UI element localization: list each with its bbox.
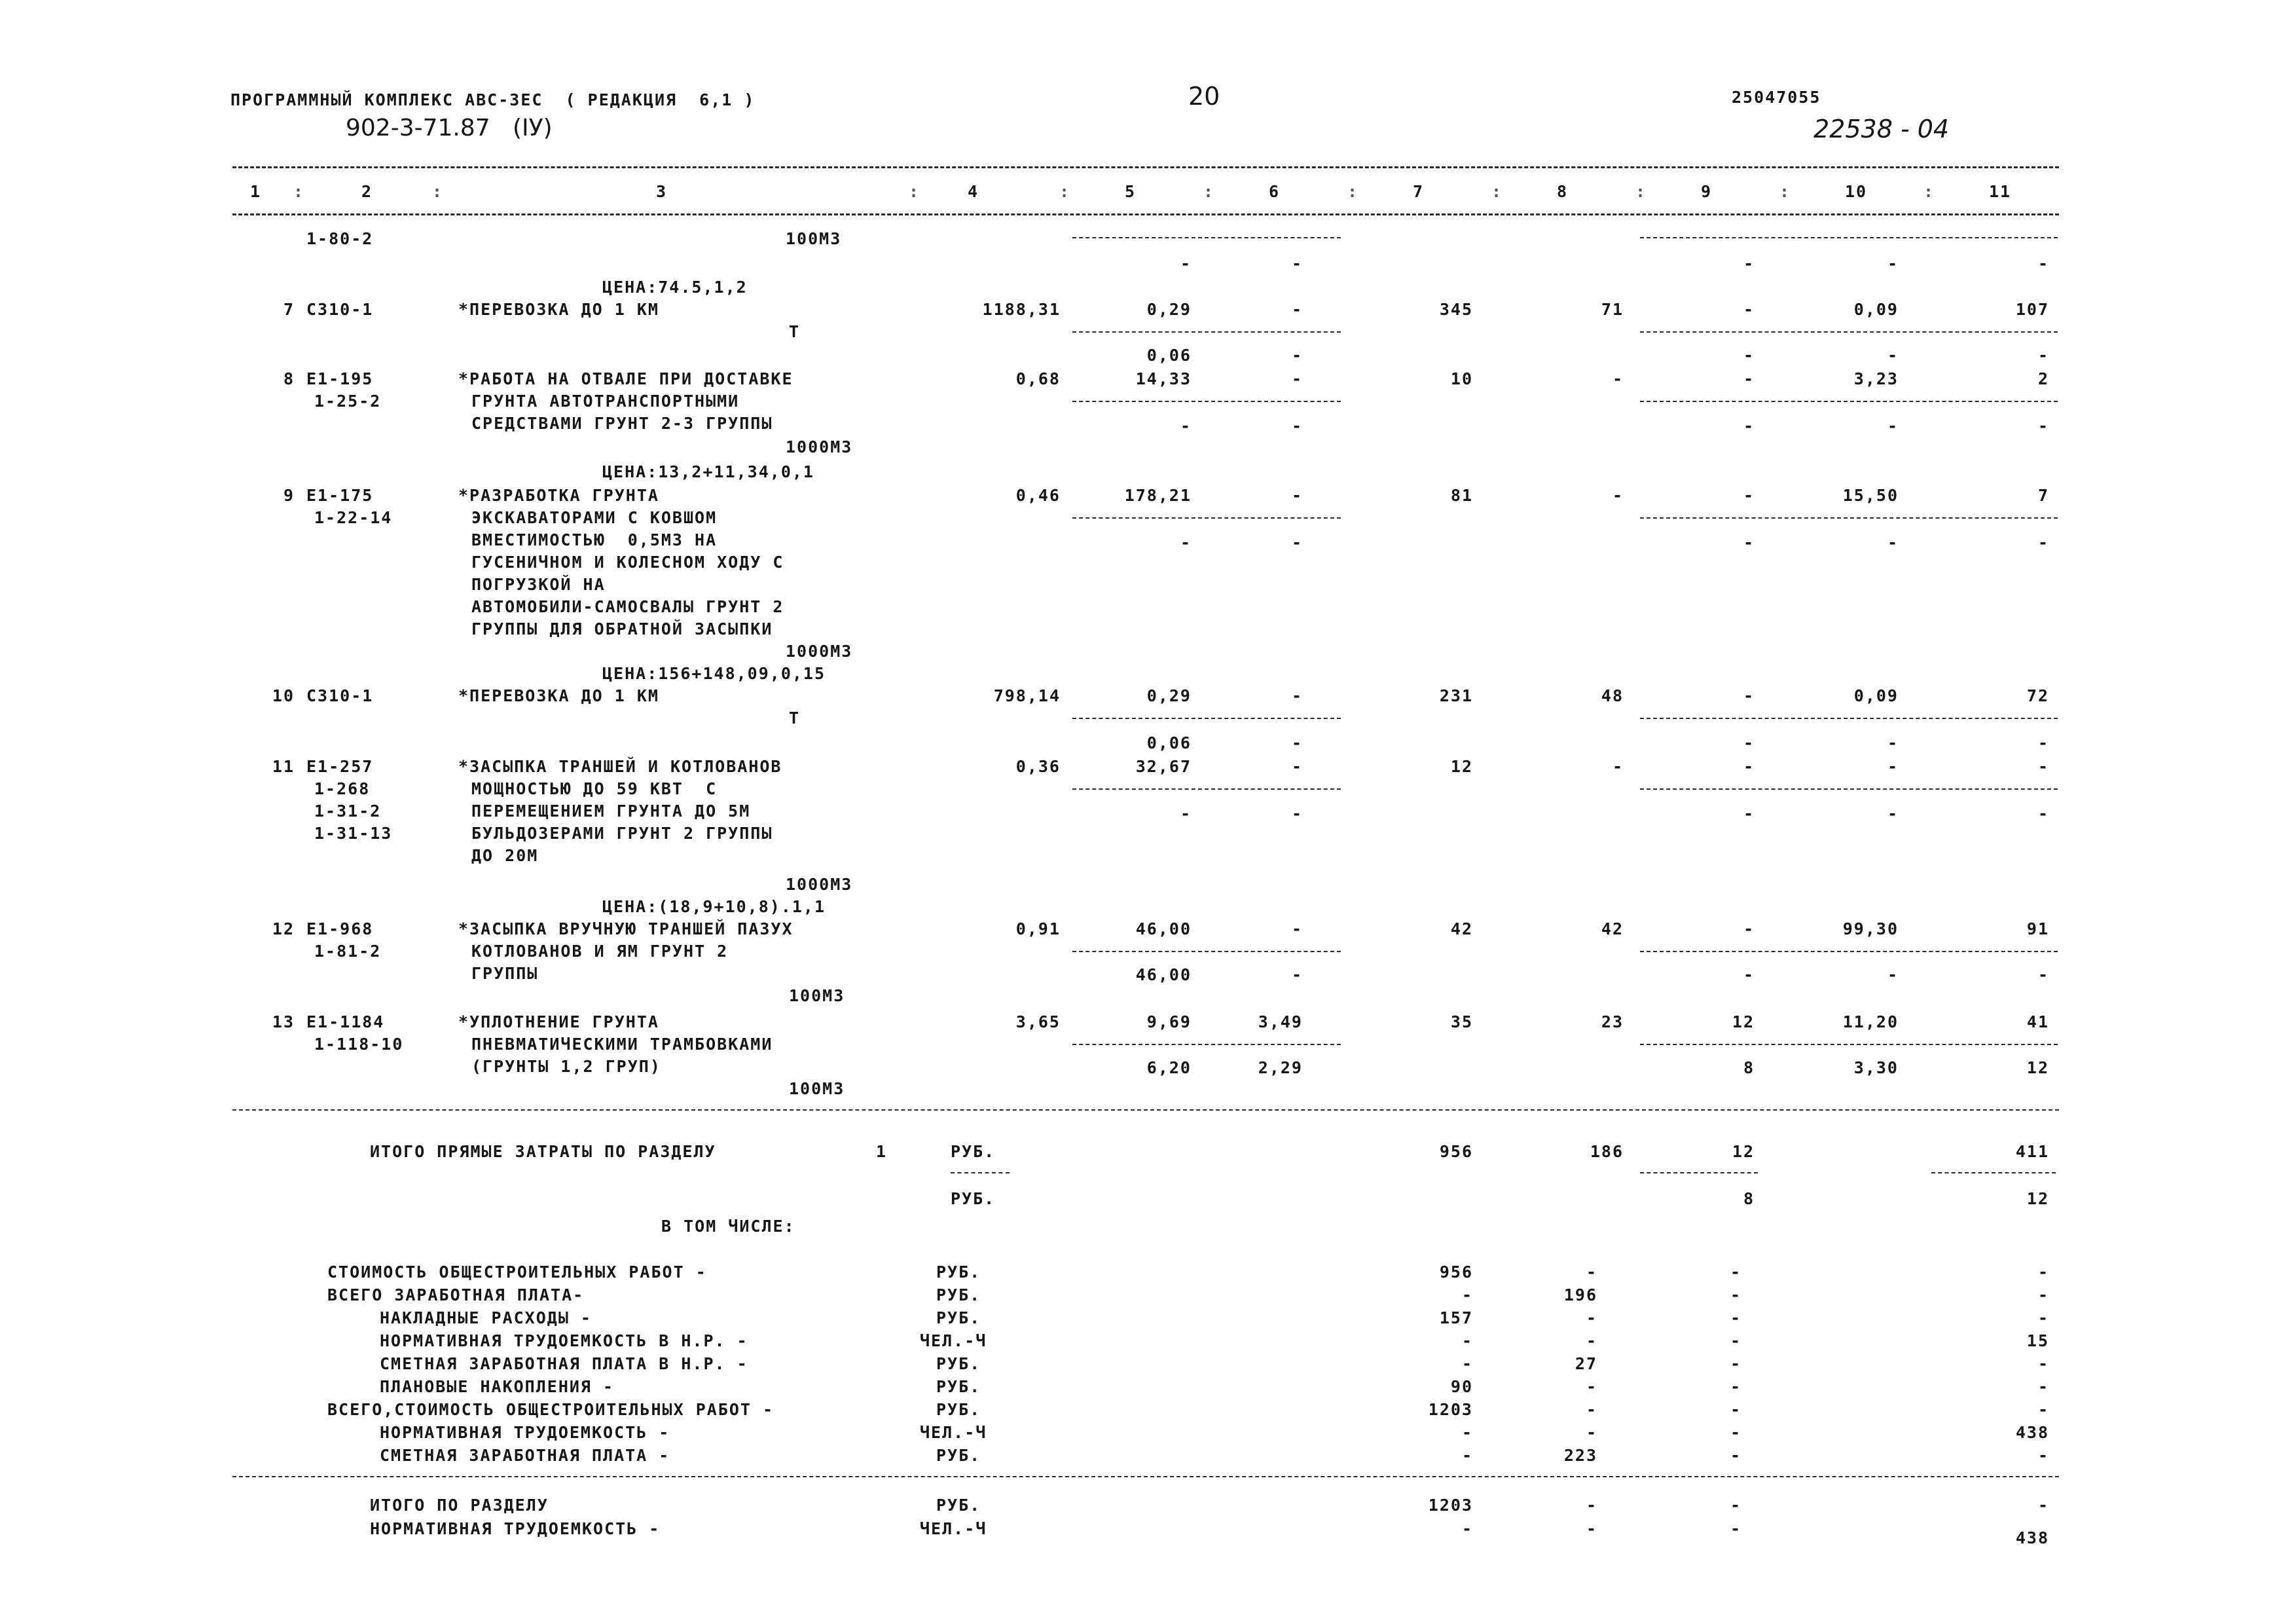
totals-rule	[232, 1109, 2059, 1111]
row-description-line: ПНЕВМАТИЧЕСКИМИ ТРАМБОВКАМИ	[471, 1035, 773, 1054]
column-separator: :	[1635, 182, 1647, 201]
column-header-1: 1	[250, 182, 262, 201]
row-number: 13	[272, 1012, 295, 1031]
cell-col8: 42	[1601, 919, 1624, 938]
summary-col9: -	[1730, 1377, 1741, 1396]
divider	[1640, 1044, 2058, 1045]
cell-col11: 2	[2037, 369, 2049, 388]
row-code-3: 1-31-2	[314, 802, 382, 821]
row-unit: 100М3	[789, 1079, 845, 1098]
cell-col11-lower: -	[2037, 533, 2049, 552]
cell-col10: 15,50	[1842, 486, 1899, 505]
cell-col6: -	[1291, 486, 1303, 505]
summary-label: СМЕТНАЯ ЗАРАБОТНАЯ ПЛАТА -	[380, 1446, 670, 1465]
row-number: 8	[283, 369, 295, 388]
summary-col9: -	[1730, 1446, 1741, 1465]
divider	[1640, 401, 2058, 402]
column-header-5: 5	[1125, 182, 1137, 201]
cell-col11-lower: -	[2037, 254, 2049, 273]
row-description-line: *РАЗРАБОТКА ГРУНТА	[458, 486, 659, 505]
row-number: 9	[283, 486, 295, 505]
cell-col5-lower: -	[1180, 254, 1192, 273]
summary-label: НАКЛАДНЫЕ РАСХОДЫ -	[380, 1308, 592, 1327]
column-separator: :	[1491, 182, 1503, 201]
final-label: ИТОГО ПО РАЗДЕЛУ	[370, 1496, 549, 1515]
summary-col8: 223	[1563, 1446, 1597, 1465]
row-description-line: (ГРУНТЫ 1,2 ГРУП)	[471, 1057, 661, 1076]
cell-col11-lower: -	[2037, 733, 2049, 752]
cell-col9-lower: -	[1743, 733, 1755, 752]
summary-label: СМЕТНАЯ ЗАРАБОТНАЯ ПЛАТА В Н.Р. -	[380, 1354, 748, 1373]
cell-col5-lower: -	[1180, 804, 1192, 823]
summary-label: СТОИМОСТЬ ОБЩЕСТРОИТЕЛЬНЫХ РАБОТ -	[327, 1263, 707, 1282]
cell-col9-lower: -	[1743, 254, 1755, 273]
totals-col11-lower: 12	[2026, 1189, 2049, 1208]
cell-col5-lower: 0,06	[1146, 733, 1192, 752]
row-description-line: ЭКСКАВАТОРАМИ С КОВШОМ	[471, 508, 718, 527]
cell-col6: -	[1291, 300, 1303, 319]
summary-col7: -	[1461, 1446, 1473, 1465]
cell-col10-lower: -	[1887, 733, 1899, 752]
column-header-6: 6	[1269, 182, 1281, 201]
summary-col11: -	[2037, 1377, 2049, 1396]
summary-col8: 27	[1575, 1354, 1597, 1373]
row-description-line: *ЗАСЫПКА ВРУЧНУЮ ТРАНШЕЙ ПАЗУХ	[458, 919, 793, 938]
cell-col5-lower: 0,06	[1146, 346, 1192, 365]
final-col8: -	[1586, 1496, 1597, 1515]
row-description: *ПЕРЕВОЗКА ДО 1 КМ	[458, 300, 659, 319]
column-separator: :	[909, 182, 920, 201]
divider	[1072, 331, 1341, 333]
final-unit: ЧЕЛ.-Ч	[920, 1519, 987, 1538]
cell-col4: 798,14	[993, 686, 1061, 705]
cell-col5-lower: 46,00	[1135, 965, 1192, 984]
cell-col6: -	[1291, 919, 1303, 938]
cell-col8: 23	[1601, 1012, 1624, 1031]
divider	[1072, 401, 1341, 402]
final-col11: -	[2037, 1496, 2049, 1515]
summary-col9: -	[1730, 1423, 1741, 1442]
divider	[1072, 517, 1341, 519]
summary-col8: -	[1586, 1400, 1597, 1419]
row-description-line: АВТОМОБИЛИ-САМОСВАЛЫ ГРУНТ 2	[471, 597, 784, 616]
final-rule	[232, 1476, 2059, 1477]
column-separator: :	[1347, 182, 1359, 201]
final-unit: РУБ.	[936, 1496, 981, 1515]
cell-col10-lower: -	[1887, 533, 1899, 552]
cell-col5: 32,67	[1135, 757, 1192, 776]
summary-col9: -	[1730, 1331, 1741, 1350]
row-description-line: ГРУППЫ	[471, 964, 539, 983]
header-rule-bottom	[232, 213, 2059, 215]
document-id: 25047055	[1732, 88, 1821, 107]
cell-col9-lower: -	[1743, 416, 1755, 435]
totals-col11: 411	[2015, 1142, 2049, 1161]
row-description-line: *ЗАСЫПКА ТРАНШЕЙ И КОТЛОВАНОВ	[458, 757, 782, 776]
divider	[1072, 951, 1341, 952]
summary-col7: -	[1461, 1331, 1473, 1350]
row-number: 7	[283, 300, 295, 319]
row-description: *ПЕРЕВОЗКА ДО 1 КМ	[458, 686, 659, 705]
row-code-2: 1-268	[314, 779, 371, 798]
divider	[1640, 951, 2058, 952]
cell-col4: 0,36	[1015, 757, 1061, 776]
cell-col5: 9,69	[1146, 1012, 1192, 1031]
final-col7: 1203	[1428, 1496, 1473, 1515]
summary-col9: -	[1730, 1354, 1741, 1373]
row-unit: 1000М3	[786, 642, 853, 661]
row-code: Е1-1184	[306, 1012, 385, 1031]
price-formula: ЦЕНА:(18,9+10,8).1,1	[602, 897, 826, 916]
row-description-line: ДО 20М	[471, 846, 539, 865]
cell-col5-lower: -	[1180, 533, 1192, 552]
row-description-line: СРЕДСТВАМИ ГРУНТ 2-3 ГРУППЫ	[471, 414, 773, 433]
final-col9: -	[1730, 1519, 1741, 1538]
row-code-2: 1-118-10	[314, 1035, 404, 1054]
summary-label: НОРМАТИВНАЯ ТРУДОЕМКОСТЬ В Н.Р. -	[380, 1331, 748, 1350]
totals-unit-2: РУБ.	[951, 1189, 996, 1208]
summary-label: ВСЕГО ЗАРАБОТНАЯ ПЛАТА-	[327, 1285, 585, 1304]
row-number: 10	[272, 686, 295, 705]
cell-col5: 46,00	[1135, 919, 1192, 938]
row-code: С310-1	[306, 686, 374, 705]
row-code: Е1-968	[306, 919, 374, 938]
column-separator: :	[1779, 182, 1791, 201]
summary-col11: -	[2037, 1263, 2049, 1282]
cell-col9: -	[1743, 919, 1755, 938]
summary-col11: 438	[2015, 1423, 2049, 1442]
row-code: Е1-175	[306, 486, 374, 505]
cell-col10: 0,09	[1853, 300, 1899, 319]
summary-unit: РУБ.	[936, 1263, 981, 1282]
program-title: ПРОГРАММНЫЙ КОМПЛЕКС АВС-3ЕС ( РЕДАКЦИЯ 6,1 )	[230, 90, 756, 109]
divider	[1640, 237, 2058, 238]
cell-col6: 3,49	[1258, 1012, 1303, 1031]
totals-col7: 956	[1439, 1142, 1473, 1161]
column-header-10: 10	[1845, 182, 1868, 201]
cell-col10-lower: -	[1887, 346, 1899, 365]
cell-col7: 231	[1439, 686, 1473, 705]
totals-unit: РУБ.	[951, 1142, 996, 1161]
divider	[1072, 237, 1341, 238]
cell-col9: -	[1743, 757, 1755, 776]
cell-col7: 81	[1450, 486, 1473, 505]
cell-col9-lower: 8	[1743, 1058, 1755, 1077]
summary-col7: -	[1461, 1423, 1473, 1442]
summary-col8: -	[1586, 1331, 1597, 1350]
cell-col6-lower: -	[1291, 254, 1303, 273]
totals-col9-lower: 8	[1743, 1189, 1755, 1208]
cell-col11-lower: -	[2037, 416, 2049, 435]
cell-col6-lower: -	[1291, 804, 1303, 823]
summary-col9: -	[1730, 1400, 1741, 1419]
cell-col7: 12	[1450, 757, 1473, 776]
header-rule-top	[232, 166, 2059, 168]
summary-unit: РУБ.	[936, 1446, 981, 1465]
cell-col9: -	[1743, 300, 1755, 319]
summary-col7: 157	[1439, 1308, 1473, 1327]
row-description-line: КОТЛОВАНОВ И ЯМ ГРУНТ 2	[471, 942, 729, 961]
cell-col10-lower: 3,30	[1853, 1058, 1899, 1077]
cell-col11-lower: -	[2037, 346, 2049, 365]
price-formula: ЦЕНА:74.5,1,2	[602, 278, 748, 297]
column-header-8: 8	[1557, 182, 1569, 201]
summary-col11: -	[2037, 1354, 2049, 1373]
column-separator: :	[293, 182, 305, 201]
summary-col11: 15	[2026, 1331, 2049, 1350]
cell-col4: 0,68	[1015, 369, 1061, 388]
cell-col7: 35	[1450, 1012, 1473, 1031]
divider	[1640, 331, 2058, 333]
cell-col9: -	[1743, 486, 1755, 505]
including-label: В ТОМ ЧИСЛЕ:	[661, 1217, 795, 1236]
cell-col6: -	[1291, 369, 1303, 388]
cell-col6-lower: 2,29	[1258, 1058, 1303, 1077]
cell-col10: 0,09	[1853, 686, 1899, 705]
summary-col8: -	[1586, 1263, 1597, 1282]
row-description-line: ПОГРУЗКОЙ НА	[471, 575, 606, 594]
totals-col9: 12	[1732, 1142, 1755, 1161]
column-header-2: 2	[361, 182, 373, 201]
summary-col9: -	[1730, 1308, 1741, 1327]
totals-section: 1	[876, 1142, 888, 1161]
column-header-9: 9	[1701, 182, 1713, 201]
summary-col7: 956	[1439, 1263, 1473, 1282]
row-unit: 1000М3	[786, 875, 853, 894]
totals-col8: 186	[1590, 1142, 1624, 1161]
cell-col4: 1188,31	[982, 300, 1061, 319]
price-formula: ЦЕНА:156+148,09,0,15	[602, 664, 826, 683]
cell-col9-lower: -	[1743, 346, 1755, 365]
cell-col9-lower: -	[1743, 965, 1755, 984]
row-code-2: 1-25-2	[314, 392, 382, 411]
final-label: НОРМАТИВНАЯ ТРУДОЕМКОСТЬ -	[370, 1519, 661, 1538]
summary-unit: РУБ.	[936, 1377, 981, 1396]
cell-col8: -	[1612, 486, 1624, 505]
cell-col5-lower: 6,20	[1146, 1058, 1192, 1077]
row-description-line: *РАБОТА НА ОТВАЛЕ ПРИ ДОСТАВКЕ	[458, 369, 793, 388]
cell-col10: 11,20	[1842, 1012, 1899, 1031]
divider	[1640, 718, 2058, 719]
cell-col8: 71	[1601, 300, 1624, 319]
cell-col6-lower: -	[1291, 416, 1303, 435]
cell-col11: 7	[2037, 486, 2049, 505]
cell-col5: 178,21	[1124, 486, 1192, 505]
row-unit: Т	[789, 322, 801, 341]
cell-col11-lower: 12	[2026, 1058, 2049, 1077]
summary-col11: -	[2037, 1308, 2049, 1327]
summary-col11: -	[2037, 1446, 2049, 1465]
row-description-line: ПЕРЕМЕЩЕНИЕМ ГРУНТА ДО 5М	[471, 802, 751, 821]
final-col9: -	[1730, 1496, 1741, 1515]
final-col11: 438	[2015, 1528, 2049, 1547]
cell-col9: -	[1743, 686, 1755, 705]
cell-col11: 91	[2026, 919, 2049, 938]
column-separator: :	[1203, 182, 1215, 201]
row-unit: 1000М3	[786, 437, 853, 456]
row-code: 1-80-2	[306, 229, 374, 248]
row-description-line: МОЩНОСТЬЮ ДО 59 КВТ С	[471, 779, 718, 798]
row-description-line: ГУСЕНИЧНОМ И КОЛЕСНОМ ХОДУ С	[471, 553, 784, 572]
row-description-line: БУЛЬДОЗЕРАМИ ГРУНТ 2 ГРУППЫ	[471, 824, 773, 843]
row-code: Е1-195	[306, 369, 374, 388]
divider	[1072, 788, 1341, 790]
summary-col8: 196	[1563, 1285, 1597, 1304]
cell-col11: 72	[2026, 686, 2049, 705]
row-description-line: ВМЕСТИМОСТЬЮ 0,5М3 НА	[471, 530, 718, 549]
cell-col10-lower: -	[1887, 804, 1899, 823]
cell-col6: -	[1291, 757, 1303, 776]
row-code: Е1-257	[306, 757, 374, 776]
final-col7: -	[1461, 1519, 1473, 1538]
cell-col11-lower: -	[2037, 804, 2049, 823]
cell-col8: -	[1612, 369, 1624, 388]
summary-unit: РУБ.	[936, 1308, 981, 1327]
row-code-4: 1-31-13	[314, 824, 393, 843]
cell-col6-lower: -	[1291, 346, 1303, 365]
column-separator: :	[432, 182, 444, 201]
cell-col10: 99,30	[1842, 919, 1899, 938]
cell-col10-lower: -	[1887, 965, 1899, 984]
divider	[1640, 1172, 1758, 1173]
cell-col10-lower: -	[1887, 254, 1899, 273]
divider	[1640, 788, 2058, 790]
cell-col11: 41	[2026, 1012, 2049, 1031]
column-header-4: 4	[968, 182, 979, 201]
final-col8: -	[1586, 1519, 1597, 1538]
divider	[1640, 517, 2058, 519]
cell-col6-lower: -	[1291, 733, 1303, 752]
summary-col8: -	[1586, 1308, 1597, 1327]
column-header-3: 3	[656, 182, 668, 201]
row-number: 12	[272, 919, 295, 938]
summary-unit: РУБ.	[936, 1354, 981, 1373]
cell-col11: 107	[2015, 300, 2049, 319]
cell-col7: 10	[1450, 369, 1473, 388]
summary-unit: ЧЕЛ.-Ч	[920, 1423, 987, 1442]
cell-col8: -	[1612, 757, 1624, 776]
divider	[1072, 1044, 1341, 1045]
cell-col10: -	[1887, 757, 1899, 776]
summary-col7: -	[1461, 1285, 1473, 1304]
summary-col7: -	[1461, 1354, 1473, 1373]
row-description-line: ГРУППЫ ДЛЯ ОБРАТНОЙ ЗАСЫПКИ	[471, 619, 773, 638]
divider	[951, 1172, 1010, 1173]
cell-col9-lower: -	[1743, 804, 1755, 823]
cell-col9-lower: -	[1743, 533, 1755, 552]
cell-col6-lower: -	[1291, 533, 1303, 552]
price-formula: ЦЕНА:13,2+11,34,0,1	[602, 462, 814, 481]
cell-col9: -	[1743, 369, 1755, 388]
row-code-2: 1-81-2	[314, 942, 382, 961]
cell-col6-lower: -	[1291, 965, 1303, 984]
summary-col9: -	[1730, 1263, 1741, 1282]
cell-col7: 345	[1439, 300, 1473, 319]
cell-col4: 0,46	[1015, 486, 1061, 505]
summary-col11: -	[2037, 1400, 2049, 1419]
summary-col7: 1203	[1428, 1400, 1473, 1419]
cell-col9: 12	[1732, 1012, 1755, 1031]
row-code-2: 1-22-14	[314, 508, 393, 527]
cell-col8: 48	[1601, 686, 1624, 705]
summary-unit: РУБ.	[936, 1285, 981, 1304]
handwritten-number: 22538 - 04	[1813, 115, 1950, 143]
row-description-line: ГРУНТА АВТОТРАНСПОРТНЫМИ	[471, 392, 740, 411]
column-header-11: 11	[1989, 182, 2012, 201]
summary-unit: ЧЕЛ.-Ч	[920, 1331, 987, 1350]
summary-col8: -	[1586, 1423, 1597, 1442]
cell-col11-lower: -	[2037, 965, 2049, 984]
project-code: 902-3-71.87 (IУ)	[346, 115, 553, 141]
cell-col10: 3,23	[1853, 369, 1899, 388]
summary-col9: -	[1730, 1285, 1741, 1304]
row-description-line: *УПЛОТНЕНИЕ ГРУНТА	[458, 1012, 659, 1031]
cell-col5: 0,29	[1146, 686, 1192, 705]
cell-col5-lower: -	[1180, 416, 1192, 435]
column-separator: :	[1059, 182, 1071, 201]
page-number: 20	[1188, 82, 1220, 111]
cell-col10-lower: -	[1887, 416, 1899, 435]
row-unit: Т	[789, 709, 801, 728]
column-header-7: 7	[1413, 182, 1425, 201]
summary-unit: РУБ.	[936, 1400, 981, 1419]
cell-col5: 0,29	[1146, 300, 1192, 319]
row-code: С310-1	[306, 300, 374, 319]
summary-label: НОРМАТИВНАЯ ТРУДОЕМКОСТЬ -	[380, 1423, 670, 1442]
summary-label: ВСЕГО,СТОИМОСТЬ ОБЩЕСТРОИТЕЛЬНЫХ РАБОТ -	[327, 1400, 774, 1419]
summary-col7: 90	[1450, 1377, 1473, 1396]
summary-col11: -	[2037, 1285, 2049, 1304]
summary-label: ПЛАНОВЫЕ НАКОПЛЕНИЯ -	[380, 1377, 615, 1396]
cell-col6: -	[1291, 686, 1303, 705]
cell-col7: 42	[1450, 919, 1473, 938]
divider	[1931, 1172, 2056, 1173]
row-unit: 100М3	[786, 229, 842, 248]
row-unit: 100М3	[789, 986, 845, 1005]
cell-col4: 3,65	[1015, 1012, 1061, 1031]
column-separator: :	[1923, 182, 1935, 201]
row-number: 11	[272, 757, 295, 776]
divider	[1072, 718, 1341, 719]
cell-col11: -	[2037, 757, 2049, 776]
cell-col5: 14,33	[1135, 369, 1192, 388]
cell-col4: 0,91	[1015, 919, 1061, 938]
totals-label: ИТОГО ПРЯМЫЕ ЗАТРАТЫ ПО РАЗДЕЛУ	[370, 1142, 716, 1161]
summary-col8: -	[1586, 1377, 1597, 1396]
